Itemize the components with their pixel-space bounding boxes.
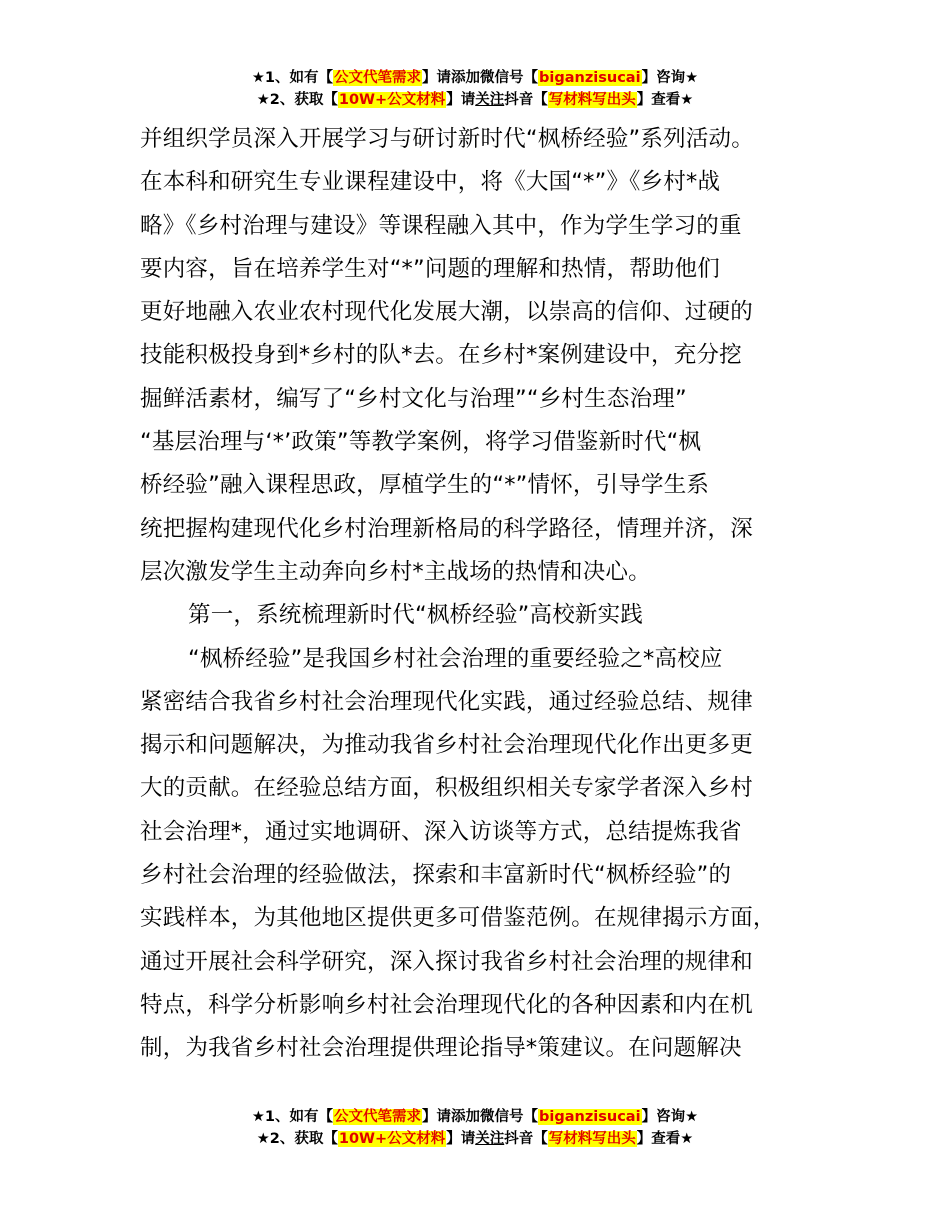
banner-text: 微信号【 — [480, 70, 539, 86]
banner-highlight: biganzisucai — [539, 1109, 641, 1125]
body-line: 社会治理*，通过实地调研、深入访谈等方式，总结提炼我省 — [140, 818, 742, 845]
banner-text: ★2、获取【 — [256, 1131, 338, 1147]
footer-banner — [0, 1106, 950, 1150]
body-line: 实践样本，为其他地区提供更多可借鉴范例。在规律揭示方面， — [140, 905, 776, 932]
banner-text: 】咨询★ — [641, 1109, 699, 1125]
banner-text: 】咨询★ — [641, 70, 699, 86]
banner-highlight: 写材料写出头 — [548, 92, 636, 108]
banner-text: 抖音【 — [504, 92, 548, 108]
banner-text: 】请 — [446, 92, 476, 108]
banner-text: 】查看★ — [636, 1131, 694, 1147]
body-line: 通过开展社会科学研究，深入探讨我省乡村社会治理的规律和 — [140, 948, 753, 975]
banner-text: 微信号【 — [480, 1109, 539, 1125]
banner-highlight: 10W+公文材料 — [338, 92, 446, 108]
document-body — [140, 118, 830, 1071]
body-line: 更好地融入农业农村现代化发展大潮，以崇高的信仰、过硬的 — [140, 299, 753, 326]
banner-text: 】查看★ — [636, 92, 694, 108]
banner-highlight: 公文代笔需求 — [334, 70, 422, 86]
banner-text: 】请添 — [422, 1109, 466, 1125]
banner-line-2 — [0, 1128, 950, 1150]
banner-text: 加 — [465, 70, 481, 86]
banner-highlight: biganzisucai — [539, 70, 641, 86]
body-line: “枫桥经验”是我国乡村社会治理的重要经验之*高校应 — [188, 645, 723, 672]
banner-text: 关注 — [475, 1131, 505, 1147]
banner-text: 加 — [465, 1109, 481, 1125]
banner-text: 抖音【 — [504, 1131, 548, 1147]
body-line: 层次激发学生主动奔向乡村*主战场的热情和决心。 — [140, 558, 651, 585]
body-line: 并组织学员深入开展学习与研讨新时代“枫桥经验”系列活动。 — [140, 126, 754, 152]
section-heading: 第一，系统梳理新时代“枫桥经验”高校新实践 — [188, 602, 644, 629]
body-line: 大的贡献。在经验总结方面，积极组织相关专家学者深入乡村 — [140, 775, 753, 802]
header-banner — [0, 67, 950, 111]
banner-line-1 — [0, 1106, 950, 1128]
body-line: 乡村社会治理的经验做法，探索和丰富新时代“枫桥经验”的 — [140, 862, 732, 889]
body-line: 掘鲜活素材，编写了“乡村文化与治理”“乡村生态治理” — [140, 385, 687, 412]
body-line: 略》《乡村治理与建设》等课程融入其中，作为学生学习的重 — [140, 212, 742, 239]
body-line: 揭示和问题解决，为推动我省乡村社会治理现代化作出更多更 — [140, 732, 753, 759]
body-line: 在本科和研究生专业课程建设中，将《大国“*”》《乡村*战 — [140, 169, 721, 196]
body-line: “基层治理与‘*’政策”等教学案例，将学习借鉴新时代“枫 — [140, 429, 702, 456]
body-line: 要内容，旨在培养学生对“*”问题的理解和热情，帮助他们 — [140, 255, 720, 282]
body-line: 制，为我省乡村社会治理提供理论指导*策建议。在问题解决 — [140, 1035, 742, 1062]
banner-highlight: 公文代笔需求 — [334, 1109, 422, 1125]
body-line: 特点，科学分析影响乡村社会治理现代化的各种因素和内在机 — [140, 991, 753, 1018]
banner-text: 】请 — [446, 1131, 476, 1147]
body-line: 桥经验”融入课程思政，厚植学生的“*”情怀，引导学生系 — [140, 472, 710, 499]
body-line: 技能积极投身到*乡村的队*去。在乡村*案例建设中，充分挖 — [140, 342, 742, 369]
banner-text: ★2、获取【 — [256, 92, 338, 108]
banner-text: ★1、如有【 — [251, 70, 334, 86]
banner-text: 】请添 — [422, 70, 466, 86]
banner-line-1 — [0, 67, 950, 89]
body-line: 紧密结合我省乡村社会治理现代化实践，通过经验总结、规律 — [140, 688, 753, 715]
banner-highlight: 10W+公文材料 — [338, 1131, 446, 1147]
banner-line-2 — [0, 89, 950, 111]
banner-highlight: 写材料写出头 — [548, 1131, 636, 1147]
body-line: 统把握构建现代化乡村治理新格局的科学路径，情理并济，深 — [140, 515, 753, 542]
banner-text: ★1、如有【 — [251, 1109, 334, 1125]
banner-text: 关注 — [475, 92, 505, 108]
